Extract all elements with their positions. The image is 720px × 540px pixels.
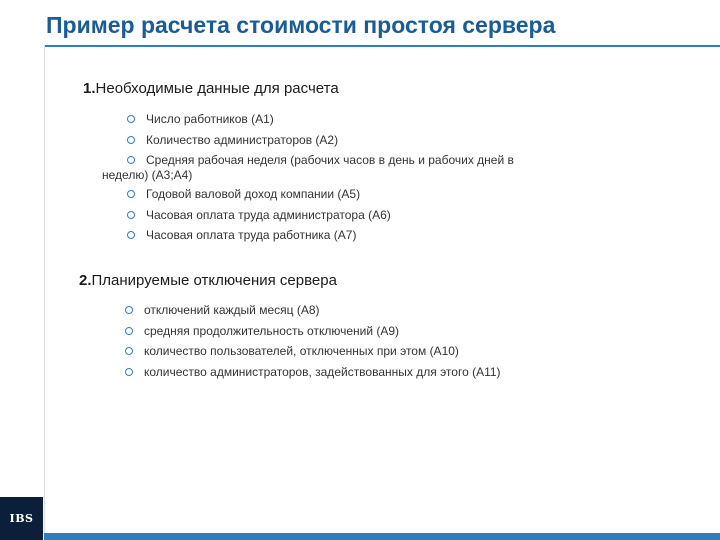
list-item-text: Количество администраторов (А2) xyxy=(146,132,339,147)
section-2-heading xyxy=(79,272,337,289)
list-item xyxy=(127,133,627,148)
list-item xyxy=(125,365,645,380)
list-item-text: отключений каждый месяц (А8) xyxy=(144,303,320,317)
list-item-text: Средняя рабочая неделя (рабочих часов в день и рабочих дней в xyxy=(146,153,514,167)
title-underline xyxy=(44,45,720,47)
list-item-text: Число работников (А1) xyxy=(146,112,274,126)
slide-title: Пример расчета стоимости простоя сервера xyxy=(46,12,556,38)
section-1-heading xyxy=(83,80,339,97)
list-item-text: количество пользователей, отключенных при этом (А10) xyxy=(144,344,459,358)
list-item-text: Часовая оплата труда работника (А7) xyxy=(146,228,357,242)
circle-bullet-icon xyxy=(127,115,135,123)
left-divider xyxy=(44,45,45,540)
section-1-title: Необходимые данные для расчета xyxy=(95,80,339,97)
circle-bullet-icon xyxy=(127,156,135,164)
list-item-text: средняя продолжительность отключений (А9) xyxy=(144,323,400,338)
circle-bullet-icon xyxy=(127,136,135,144)
section-1-list xyxy=(102,112,627,249)
circle-bullet-icon xyxy=(125,368,133,376)
list-item xyxy=(127,112,627,127)
section-2-title: Планируемые отключения сервера xyxy=(91,272,337,289)
circle-bullet-icon xyxy=(127,190,135,198)
list-item-text-continuation: неделю) (А3;А4) xyxy=(102,168,193,182)
section-1-number: 1. xyxy=(83,80,96,97)
circle-bullet-icon xyxy=(125,306,133,314)
circle-bullet-icon xyxy=(125,327,133,335)
list-item xyxy=(127,187,627,202)
list-item xyxy=(125,324,645,339)
footer-bar xyxy=(44,533,720,540)
list-item-text: Часовая оплата труда администратора (А6) xyxy=(146,207,391,222)
logo-text: IBS xyxy=(9,512,34,525)
list-item-text: количество администраторов, задействованных для этого (А11) xyxy=(144,364,501,379)
section-2-list xyxy=(125,303,645,385)
section-2-number: 2. xyxy=(79,272,92,289)
circle-bullet-icon xyxy=(125,347,133,355)
list-item-text: Годовой валовой доход компании (А5) xyxy=(146,187,361,201)
circle-bullet-icon xyxy=(127,231,135,239)
ibs-logo xyxy=(0,497,43,540)
circle-bullet-icon xyxy=(127,211,135,219)
list-item xyxy=(102,153,627,183)
list-item xyxy=(127,208,627,223)
list-item xyxy=(125,303,645,318)
list-item xyxy=(125,344,645,359)
list-item xyxy=(127,228,627,243)
